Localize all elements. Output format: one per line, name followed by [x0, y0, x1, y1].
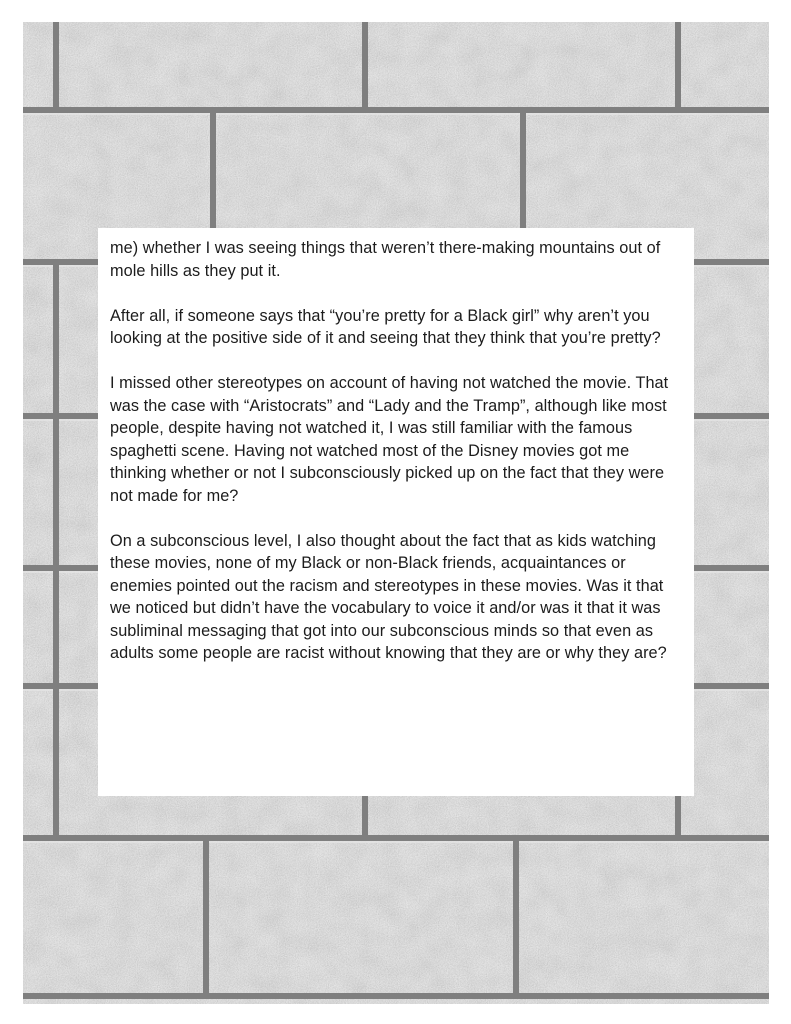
paragraph: me) whether I was seeing things that weren’t there-making mountains out of mole hills as they put it.	[110, 239, 661, 280]
paragraph: I missed other stereotypes on account of having not watched the movie. That was the case with “Aristocrats” and “Lady and the Tramp”, although like most people, despite having not watched it, I was still familiar with the famous spaghetti scene. Having not watched most of the Disney movies got me thinking whether or not I subconsciously picked up on the fact that they were not made for me?	[110, 374, 669, 505]
paragraph: After all, if someone says that “you’re pretty for a Black girl” why aren’t you looking at the positive side of it and seeing that they think that you’re pretty?	[110, 306, 661, 347]
paragraph: On a subconscious level, I also thought about the fact that as kids watching these movies, none of my Black or non-Black friends, acquaintances or enemies pointed out the racism and stereotypes in these movies. Was it that we noticed but didn’t have the vocabulary to voice it and/or was it that it was subliminal messaging that got into our subconscious minds so that even as adults some people are racist without knowing that they are or why they are?	[110, 531, 667, 662]
text-panel	[98, 228, 694, 796]
